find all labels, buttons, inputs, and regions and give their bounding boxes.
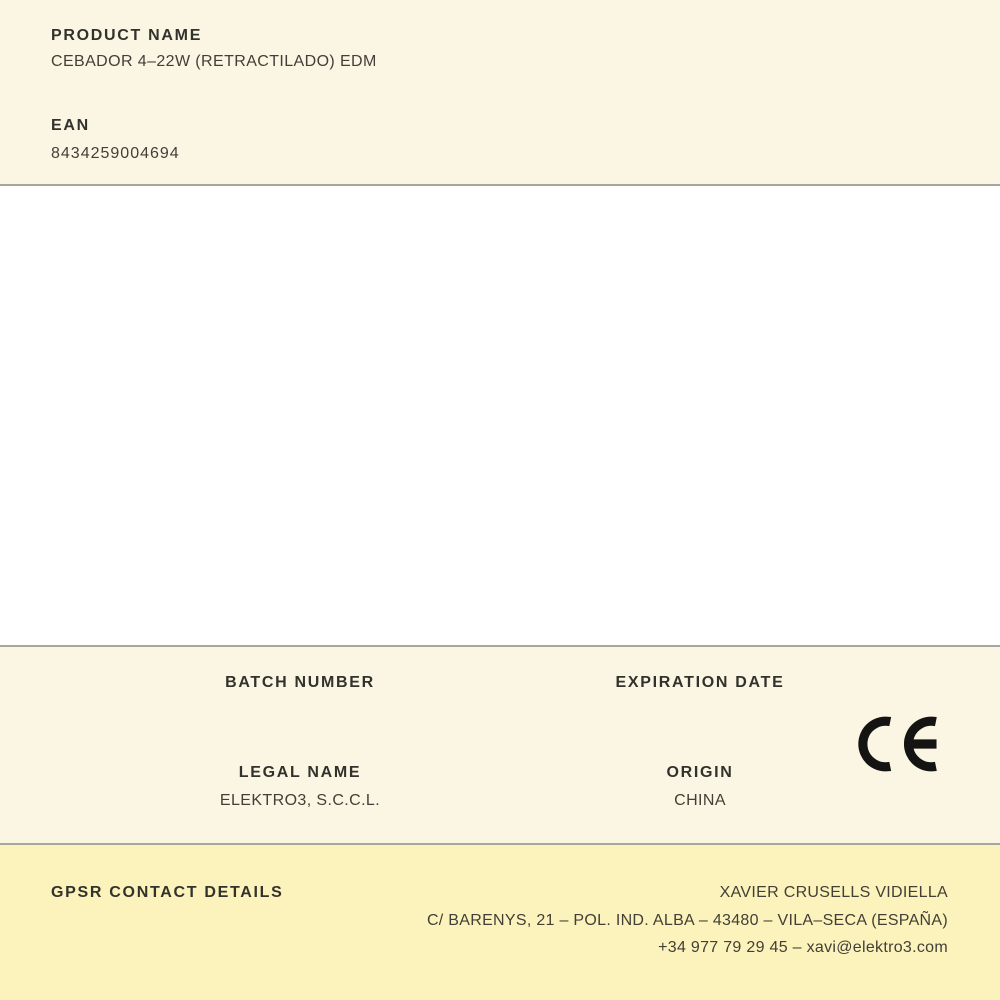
contact-address: C/ BARENYS, 21 – POL. IND. ALBA – 43480 – VILA–SECA (ESPAÑA): [426, 911, 948, 929]
origin-value: CHINA: [674, 792, 726, 809]
gpsr-contact-block: [427, 879, 948, 962]
traceability-right-column: [500, 647, 900, 843]
expiration-date-label: EXPIRATION DATE: [615, 674, 785, 691]
contact-phone-email: +34 977 79 29 45 – xavi@elektro3.com: [658, 939, 948, 956]
traceability-left-column: [100, 647, 500, 843]
gpsr-contact-heading: GPSR CONTACT DETAILS: [51, 884, 284, 901]
batch-number-label: BATCH NUMBER: [225, 674, 375, 691]
origin-label: ORIGIN: [666, 764, 734, 781]
product-name-label: PRODUCT NAME: [51, 27, 203, 44]
ce-mark-icon: [858, 714, 942, 774]
gpsr-contact-section: [0, 845, 1000, 1000]
legal-name-value: ELEKTRO3, S.C.C.L.: [219, 792, 381, 809]
traceability-section: [0, 645, 1000, 845]
contact-person-name: XAVIER CRUSELLS VIDIELLA: [719, 884, 948, 901]
blank-area: [0, 186, 1000, 645]
legal-name-label: LEGAL NAME: [238, 764, 362, 781]
ean-label: EAN: [51, 117, 90, 134]
product-header-section: [0, 0, 1000, 186]
ean-value: 8434259004694: [51, 145, 180, 162]
product-name-value: CEBADOR 4–22W (RETRACTILADO) EDM: [51, 53, 377, 70]
